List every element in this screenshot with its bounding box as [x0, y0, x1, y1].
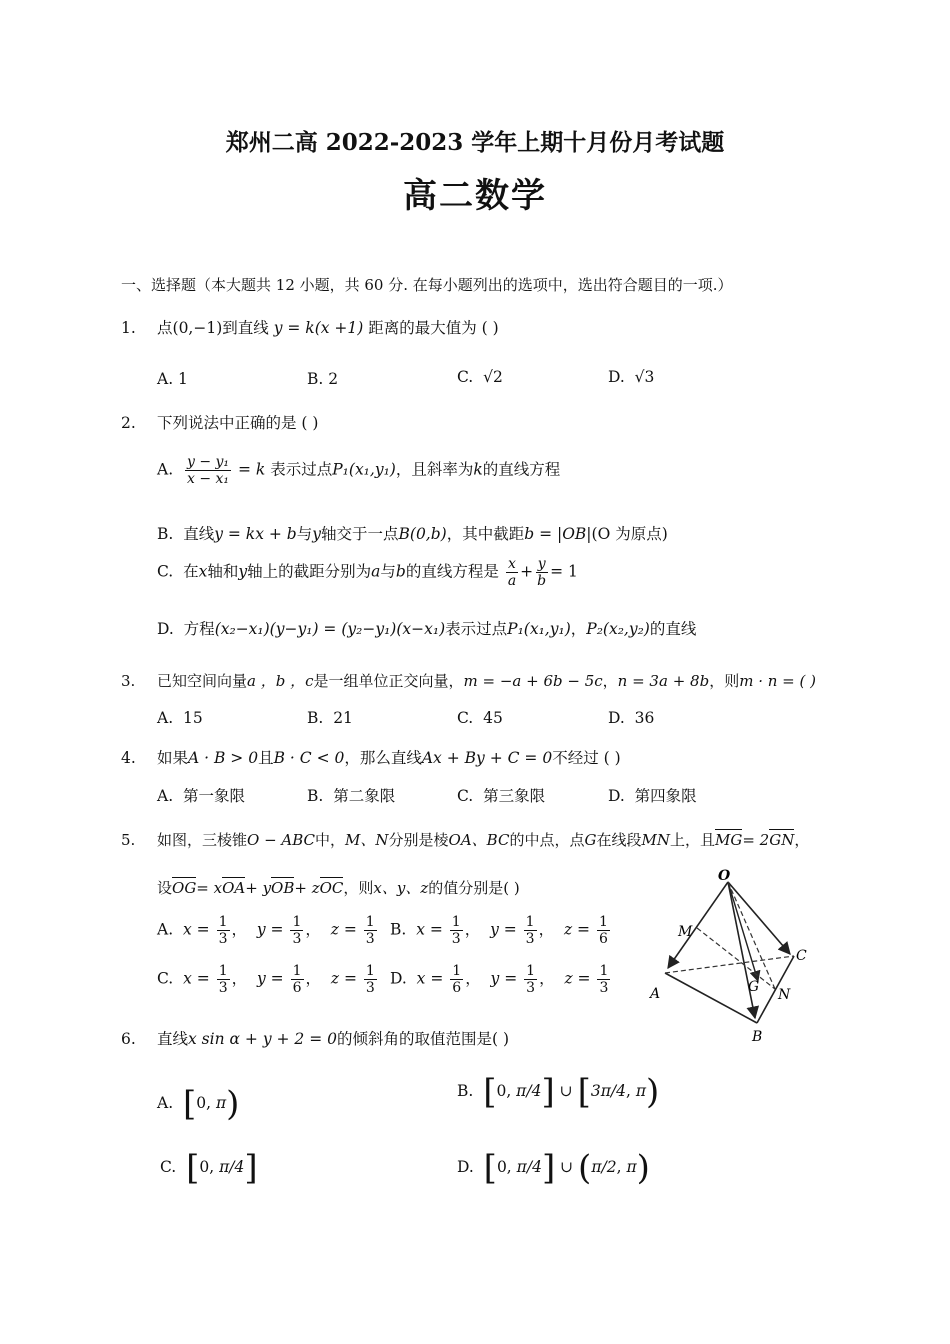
option-value: [0, π/4] ∪ (π/2, π) — [483, 1148, 650, 1188]
math-vector-n: n = 3a + 8b — [617, 672, 710, 690]
edge-ab — [665, 973, 760, 1023]
option-d: D. √3 — [608, 368, 655, 386]
question-number: 6. — [121, 1030, 136, 1048]
option-label: A. — [157, 920, 174, 939]
option-b — [457, 1072, 659, 1112]
edge-ac — [665, 956, 794, 973]
option-c: C. x = $\frac{1}{3}$ ， y = $\frac{1}{6}$ ， z = $\frac{1}{3}$ — [157, 963, 375, 997]
stem-text: 到直线 — [222, 319, 269, 337]
segment-mn — [697, 928, 775, 989]
option-b: B. 2 — [307, 370, 339, 388]
option-value: √2 — [483, 368, 503, 386]
question-6: 6. 直线x sin α + y + 2 = 0的倾斜角的取值范围是( ) — [121, 1030, 510, 1048]
math-line: x sin α + y + 2 = 0 — [188, 1030, 337, 1048]
option-d: D. 方程(x₂−x₁)(y−y₁) = (y₂−y₁)(x−x₁)表示过点P₁(x₁,y₁)，P₂(x₂,y₂)的直线 — [157, 620, 697, 638]
option-label: B. — [457, 1082, 474, 1100]
option-c: C. √2 — [457, 368, 503, 386]
option-b: B. x = $\frac{1}{3}$ ， y = $\frac{1}{3}$ ， z = $\frac{1}{6}$ — [390, 914, 608, 948]
question-number: 1. — [121, 319, 136, 337]
math-point: (0,−1) — [172, 319, 223, 337]
option-value: [0, π) — [182, 1084, 240, 1124]
option-c: C. 在x轴和y轴上的截距分别为a与b的直线方程是 $\frac{x}{a}$ + $\frac{y}{b}$ = 1 — [157, 556, 578, 590]
stem-text: 下列说法中正确的是 ( ) — [157, 414, 319, 432]
option-b: B. 直线y = kx + b与y轴交于一点B(0,b)，其中截距b = |OB|(O 为原点) — [157, 525, 668, 543]
subject-title: 高二数学 — [403, 176, 547, 216]
stem-text: 点 — [157, 319, 173, 337]
question-2 — [121, 411, 318, 433]
label-g: G — [748, 979, 760, 995]
option-label: C. — [157, 969, 174, 988]
option-a: A. 1 — [157, 370, 188, 388]
label-n: N — [778, 987, 791, 1003]
question-3: 3. 已知空间向量a ，b ，c是一组单位正交向量，m = −a + 6b − 5c，n = 3a + 8b，则m · n = ( ) — [121, 672, 816, 690]
math-dot-product: m · n = ( ) — [739, 672, 816, 690]
question-1 — [121, 316, 499, 338]
option-d — [457, 1148, 650, 1188]
edge-oc — [728, 882, 790, 954]
option-b: B. 21 — [307, 709, 353, 727]
option-label: B. — [390, 920, 407, 939]
option-a: A. 15 — [157, 709, 203, 727]
question-number: 2. — [121, 414, 136, 432]
math-fraction: $\frac{x}{a}$ — [507, 556, 517, 590]
question-number: 3. — [121, 672, 136, 690]
option-d: D. 第四象限 — [608, 787, 697, 805]
label-b: B — [752, 1029, 763, 1045]
edge-ob — [728, 882, 755, 1018]
option-a: A. x = $\frac{1}{3}$ ， y = $\frac{1}{3}$ ， z = $\frac{1}{3}$ — [157, 914, 375, 948]
stem-text: 距离的最大值为 ( ) — [368, 319, 499, 337]
math-fraction: $\frac{y}{b}$ — [537, 556, 547, 590]
option-a — [157, 1084, 239, 1124]
option-d: D. x = $\frac{1}{6}$ ， y = $\frac{1}{3}$ ， z = $\frac{1}{3}$ — [390, 963, 609, 997]
math-vector-m: m = −a + 6b − 5c — [463, 672, 603, 690]
option-b: B. 第二象限 — [307, 787, 396, 805]
option-c — [160, 1148, 258, 1188]
question-4: 4. 如果A · B > 0且B · C < 0，那么直线Ax + By + C = 0不经过 ( ) — [121, 749, 621, 767]
math-vectors: a ，b ，c — [247, 672, 314, 690]
question-5-line-2: 设OG= xOA+ yOB+ zOC，则x、y、z的值分别是( ) — [157, 879, 520, 897]
option-label: D. — [390, 969, 407, 988]
edge-oa — [668, 882, 728, 968]
label-a: A — [650, 986, 661, 1002]
math-line: y = k(x +1) — [273, 319, 364, 337]
option-a: A. 第一象限 — [157, 787, 245, 805]
segment-og — [728, 882, 758, 981]
question-number: 5. — [121, 831, 136, 849]
option-value: √3 — [634, 368, 655, 386]
option-label: D. — [457, 1158, 474, 1176]
option-d: D. 36 — [608, 709, 655, 727]
exam-title: 郑州二高 2022-2023 学年上期十月份月考试题 — [225, 129, 725, 156]
option-a: A. $\frac{\text{y − y₁}}{\text{x − x₁}}$ = k 表示过点P₁(x₁,y₁)，且斜率为k的直线方程 — [157, 454, 561, 488]
label-c: C — [796, 948, 807, 964]
math-fraction: $\frac{\text{y − y₁}}{\text{x − x₁}}$ — [186, 454, 230, 488]
label-o: O — [718, 868, 731, 884]
question-number: 4. — [121, 749, 136, 767]
option-c: C. 45 — [457, 709, 503, 727]
option-label: A. — [157, 1094, 174, 1112]
section-heading: 一、选择题（本大题共 12 小题，共 60 分. 在每小题列出的选项中，选出符合题目的一项.） — [121, 276, 733, 294]
option-label: C. — [160, 1158, 177, 1176]
label-m: M — [678, 924, 693, 940]
option-value: [0, π/4] — [186, 1148, 258, 1188]
segment-on — [728, 882, 775, 989]
option-value: [0, π/4] ∪ [3π/4, π) — [483, 1072, 660, 1112]
tetrahedron-figure — [640, 868, 830, 1046]
question-5: 5. 如图，三棱锥O − ABC中，M、N分别是棱OA、BC的中点，点G在线段MN上，且MG= 2GN， — [121, 831, 810, 849]
option-c: C. 第三象限 — [457, 787, 546, 805]
